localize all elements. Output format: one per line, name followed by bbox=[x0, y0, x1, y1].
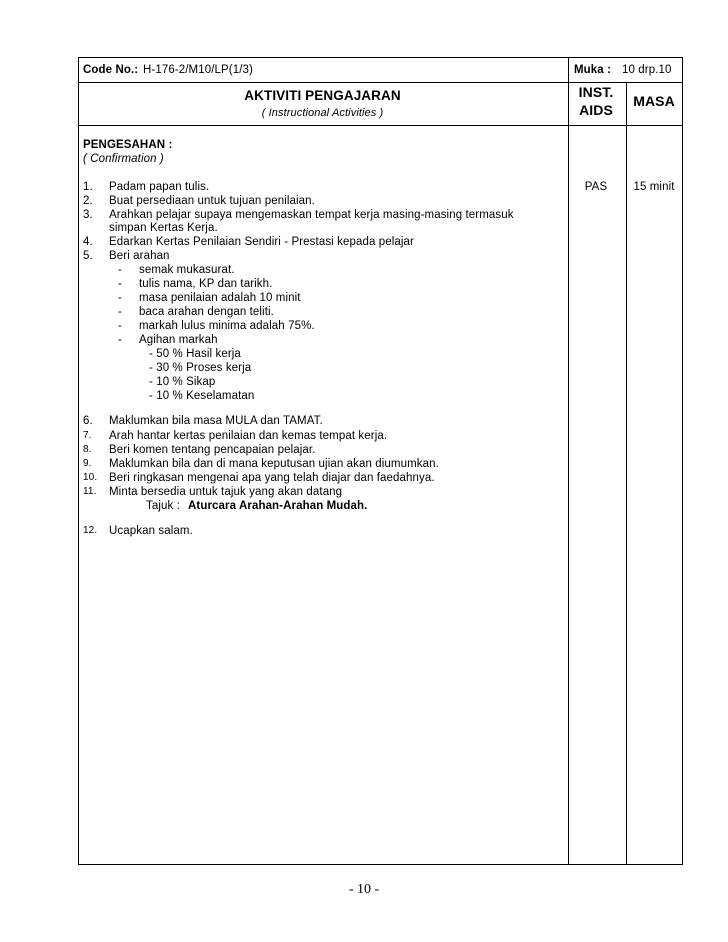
item-text: Maklumkan bila masa MULA dan TAMAT. bbox=[109, 415, 323, 427]
item-number: 5. bbox=[83, 250, 93, 262]
header-divider bbox=[79, 82, 682, 83]
inst-aids-header-line2: AIDS bbox=[579, 102, 613, 118]
item-text: Beri komen tentang pencapaian pelajar. bbox=[109, 444, 316, 456]
sub-item-dash: - bbox=[118, 320, 122, 332]
item-number: 7. bbox=[83, 430, 92, 441]
section-subtitle: ( Confirmation ) bbox=[83, 153, 164, 165]
masa-header: MASA bbox=[633, 93, 675, 109]
item-text: Ucapkan salam. bbox=[109, 525, 193, 537]
next-topic-label: Tajuk : bbox=[146, 500, 180, 512]
item-number: 8. bbox=[83, 444, 92, 455]
inst-aids-value: PAS bbox=[584, 181, 608, 193]
mark-breakdown-item: - 10 % Keselamatan bbox=[149, 390, 255, 402]
sub-item-text: markah lulus minima adalah 75%. bbox=[139, 320, 315, 332]
sub-item-dash: - bbox=[118, 292, 122, 304]
item-number: 3. bbox=[83, 209, 93, 221]
next-topic-value: Aturcara Arahan-Arahan Mudah. bbox=[188, 500, 368, 512]
page-number: - 10 - bbox=[348, 882, 380, 897]
sub-item-dash: - bbox=[118, 264, 122, 276]
item-number: 12. bbox=[83, 525, 98, 536]
inst-aids-header-line1: INST. bbox=[578, 84, 614, 100]
code-value: H-176-2/M10/LP(1/3) bbox=[143, 64, 253, 76]
mark-breakdown-item: - 50 % Hasil kerja bbox=[149, 348, 241, 360]
item-text: Arahkan pelajar supaya mengemaskan tempat kerja masing-masing termasuk bbox=[109, 209, 514, 221]
item-text: Maklumkan bila dan di mana keputusan ujian akan diumumkan. bbox=[109, 458, 439, 470]
page-subtitle: ( Instructional Activities ) bbox=[261, 107, 384, 119]
column-divider-masa bbox=[626, 82, 627, 864]
sub-item-dash: - bbox=[118, 334, 122, 346]
item-text: Edarkan Kertas Penilaian Sendiri - Prestasi kepada pelajar bbox=[109, 236, 414, 248]
item-text: Arah hantar kertas penilaian dan kemas tempat kerja. bbox=[109, 430, 388, 442]
page-title: AKTIVITI PENGAJARAN bbox=[244, 88, 401, 103]
sub-item-text: baca arahan dengan teliti. bbox=[139, 306, 274, 318]
masa-value: 15 minit bbox=[633, 181, 675, 193]
item-number: 11. bbox=[83, 486, 97, 497]
column-divider-aids bbox=[568, 58, 569, 864]
item-number: 9. bbox=[83, 458, 92, 469]
item-text: Minta bersedia untuk tajuk yang akan datang bbox=[109, 486, 343, 498]
code-label: Code No.: bbox=[83, 64, 139, 76]
item-text: Beri ringkasan mengenai apa yang telah diajar dan faedahnya. bbox=[109, 472, 435, 484]
sub-item-text: masa penilaian adalah 10 minit bbox=[139, 292, 301, 304]
item-number: 6. bbox=[83, 415, 93, 427]
item-text: Beri arahan bbox=[109, 250, 170, 262]
item-text-continued: simpan Kertas Kerja. bbox=[109, 222, 218, 234]
section-title: PENGESAHAN : bbox=[83, 139, 173, 151]
muka-label: Muka : bbox=[574, 64, 612, 76]
sub-item-text: Agihan markah bbox=[139, 334, 218, 346]
sub-item-text: semak mukasurat. bbox=[139, 264, 235, 276]
sub-item-dash: - bbox=[118, 306, 122, 318]
item-number: 2. bbox=[83, 195, 93, 207]
mark-breakdown-item: - 10 % Sikap bbox=[149, 376, 216, 388]
item-number: 1. bbox=[83, 181, 93, 193]
item-text: Buat persediaan untuk tujuan penilaian. bbox=[109, 195, 315, 207]
item-number: 10. bbox=[83, 472, 98, 483]
muka-value: 10 drp.10 bbox=[622, 64, 672, 76]
item-number: 4. bbox=[83, 236, 93, 248]
sub-item-text: tulis nama, KP dan tarikh. bbox=[139, 278, 273, 290]
sub-item-dash: - bbox=[118, 278, 122, 290]
title-divider bbox=[79, 125, 682, 126]
mark-breakdown-item: - 30 % Proses kerja bbox=[149, 362, 252, 374]
item-text: Padam papan tulis. bbox=[109, 181, 210, 193]
